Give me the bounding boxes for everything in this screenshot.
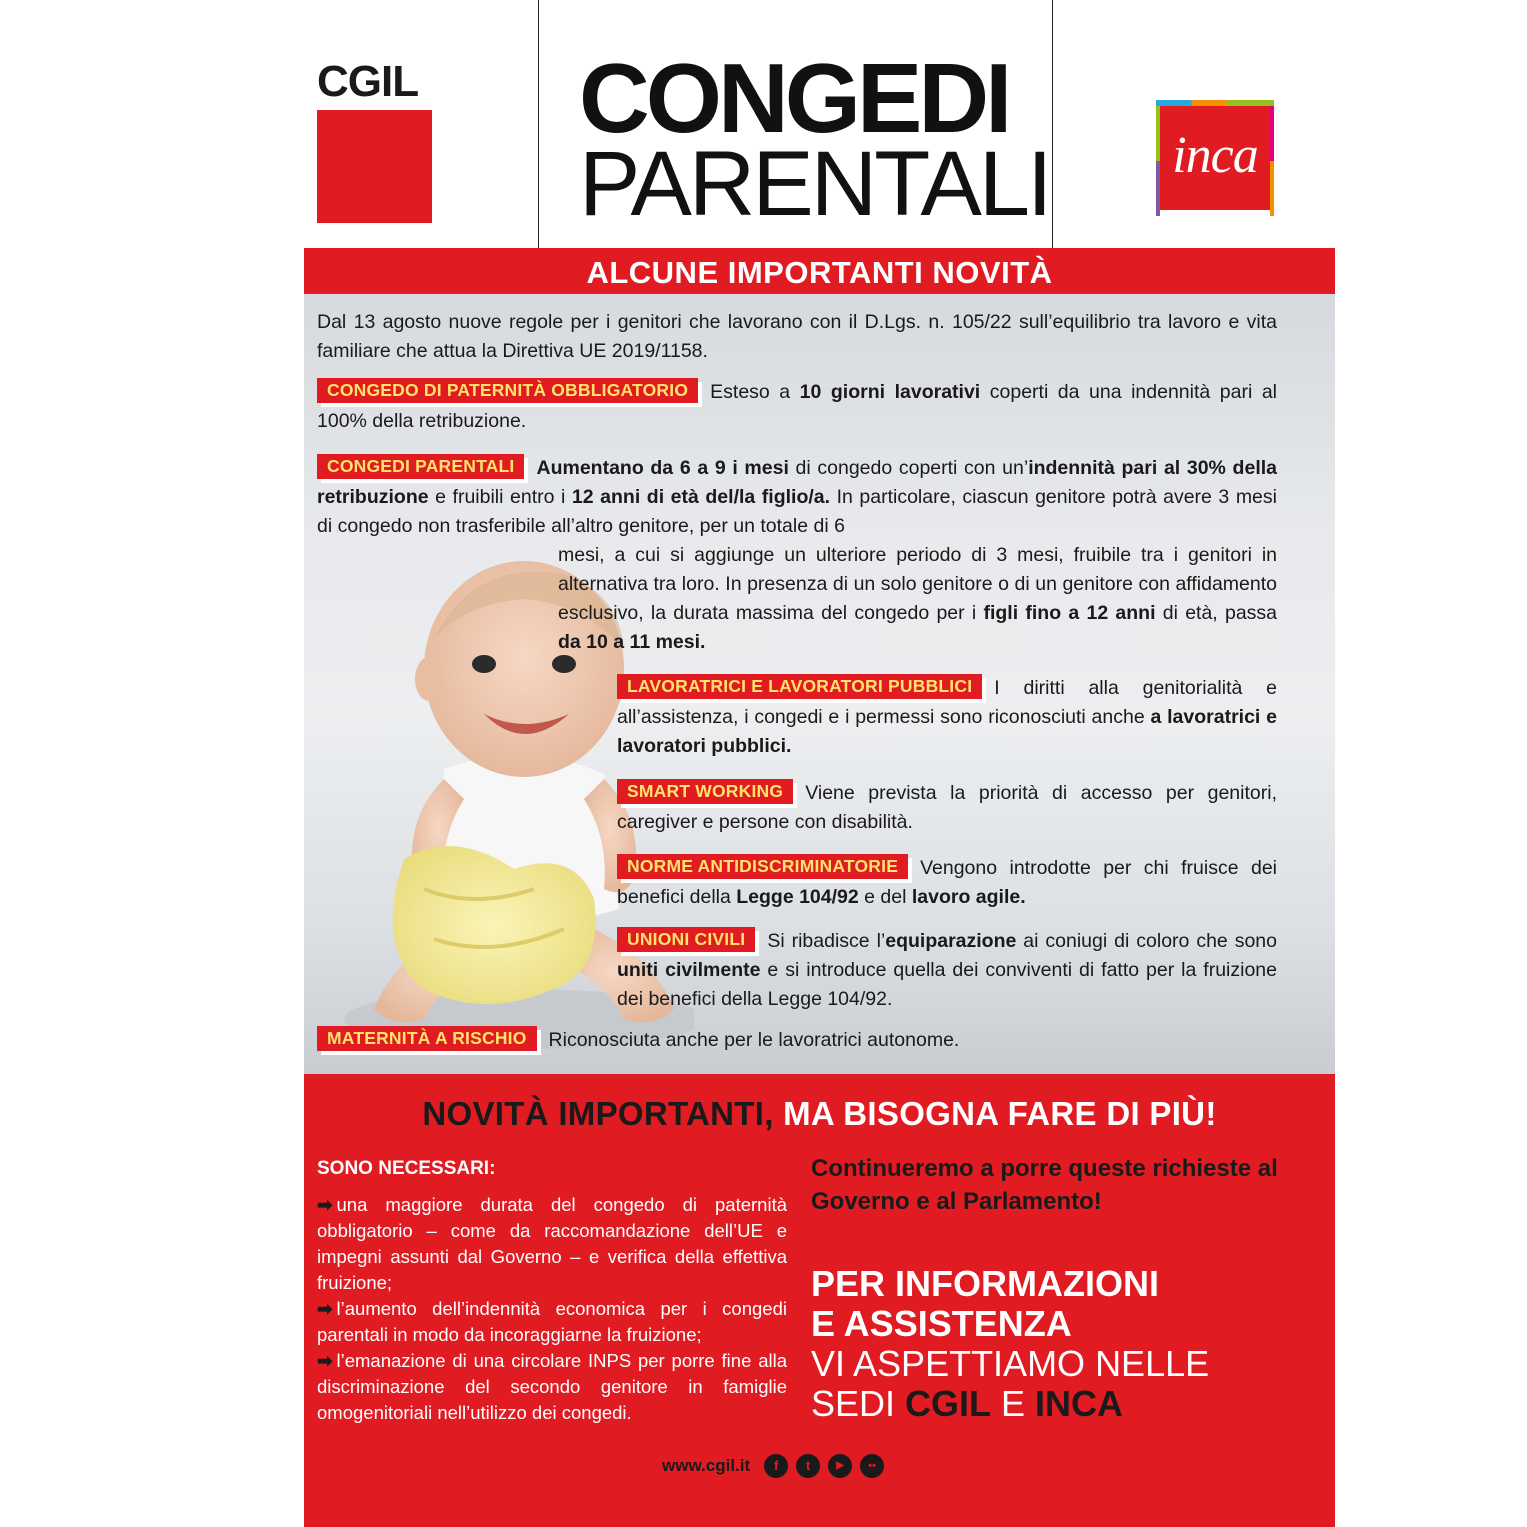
intro-text: Dal 13 agosto nuove regole per i genitori che lavorano con il D.Lgs. n. 105/22 sull’equilibrio tra lavoro e vita familiare che attua la Direttiva UE 2019/1158.	[317, 311, 1277, 362]
section-parentali-top: CONGEDI PARENTALI Aumentano da 6 a 9 i mesi di congedo coperti con un’indennità pari al 30% della retribuzione e fruibili entro i 12 anni di età del/la figlio/a. In particolare, ciascun genitore potrà avere 3 mesi di congedo non trasferibile all’altro genitore, per un totale di 6	[317, 456, 1277, 537]
bottom-section	[304, 1074, 1335, 1527]
tag-norme: NORME ANTIDISCRIMINATORIE	[617, 854, 908, 879]
twitter-icon[interactable]: t	[796, 1454, 820, 1478]
title-line-2: PARENTALI	[579, 133, 1050, 235]
section-maternita: MATERNITÀ A RISCHIO Riconosciuta anche per le lavoratrici autonome.	[317, 1026, 1277, 1055]
panel-heading: ALCUNE IMPORTANTI NOVITÀ	[304, 248, 1335, 294]
tag-pubblici: LAVORATRICI E LAVORATORI PUBBLICI	[617, 674, 982, 699]
panel-body	[304, 294, 1335, 1074]
tag-paternita: CONGEDO DI PATERNITÀ OBBLIGATORIO	[317, 378, 698, 403]
inca-logo-text: inca	[1172, 127, 1258, 184]
facebook-icon[interactable]: f	[764, 1454, 788, 1478]
arrow-right-icon: ➡	[317, 1298, 333, 1319]
arrow-right-icon: ➡	[317, 1194, 333, 1215]
youtube-icon[interactable]: ▶	[828, 1454, 852, 1478]
section-norme: NORME ANTIDISCRIMINATORIE Vengono introdotte per chi fruisce dei benefici della Legge 104/92 e del lavoro agile.	[617, 856, 1277, 908]
needs-list	[317, 1192, 787, 1426]
inca-logo	[1156, 100, 1274, 216]
section-parentali-bottom: mesi, a cui si aggiunge un ulteriore periodo di 3 mesi, fruibile tra i genitori in alternativa tra loro. In presenza di un solo genitore o di un genitore con affidamento esclusivo, la durata massima del congedo per i figli fino a 12 anni di età, passa da 10 a 11 mesi.	[558, 544, 1278, 653]
bottom-title: NOVITÀ IMPORTANTI, MA BISOGNA FARE DI PIÙ!	[422, 1095, 1217, 1132]
cgil-logo-text: CGIL	[317, 57, 419, 106]
tag-unioni: UNIONI CIVILI	[617, 927, 755, 952]
arrow-right-icon: ➡	[317, 1350, 333, 1371]
section-paternita: CONGEDO DI PATERNITÀ OBBLIGATORIO Esteso a 10 giorni lavorativi coperti da una indennità pari al 100% della retribuzione.	[317, 380, 1278, 432]
section-unioni: UNIONI CIVILI Si ribadisce l’equiparazione ai coniugi di coloro che sono uniti civilmente e si introduce quella dei conviventi di fatto per la fruizione dei benefici della Legge 104/92.	[617, 929, 1277, 1010]
tag-maternita: MATERNITÀ A RISCHIO	[317, 1026, 537, 1051]
section-smart: SMART WORKING Viene prevista la priorità di accesso per genitori, caregiver e persone con disabilità.	[617, 781, 1277, 833]
continue-text: Continueremo a porre queste richieste al Governo e al Parlamento!	[811, 1155, 1278, 1215]
tag-parentali: CONGEDI PARENTALI	[317, 454, 524, 479]
cgil-logo	[317, 57, 432, 223]
footer	[662, 1454, 892, 1478]
list-item: ➡ l’aumento dell’indennità economica per i congedi parentali in modo da incoraggiarne la fruizione;	[317, 1298, 787, 1345]
tag-smart: SMART WORKING	[617, 779, 793, 804]
info-block: PER INFORMAZIONI E ASSISTENZA VI ASPETTIAMO NELLE SEDI CGIL E INCA	[811, 1263, 1210, 1424]
flickr-icon[interactable]: ••	[860, 1454, 884, 1478]
title-box	[538, 0, 1053, 248]
website-link[interactable]: www.cgil.it	[662, 1456, 751, 1475]
main-panel	[304, 248, 1335, 1527]
list-item: ➡ una maggiore durata del congedo di paternità obbligatorio – come da raccomandazione dell’UE e impegni assunti dal Governo – e verifica della effettiva fruizione;	[317, 1194, 787, 1293]
title-line-1: CONGEDI	[579, 43, 1009, 153]
section-pubblici: LAVORATRICI E LAVORATORI PUBBLICI I diritti alla genitorialità e all’assistenza, i congedi e i permessi sono riconosciuti anche a lavoratrici e lavoratori pubblici.	[617, 676, 1277, 757]
list-item: ➡ l’emanazione di una circolare INPS per porre fine alla discriminazione del secondo genitore in famiglie omogenitoriali nell’utilizzo dei congedi.	[317, 1350, 787, 1423]
needs-title: SONO NECESSARI:	[317, 1158, 496, 1179]
cgil-logo-square	[317, 110, 432, 223]
